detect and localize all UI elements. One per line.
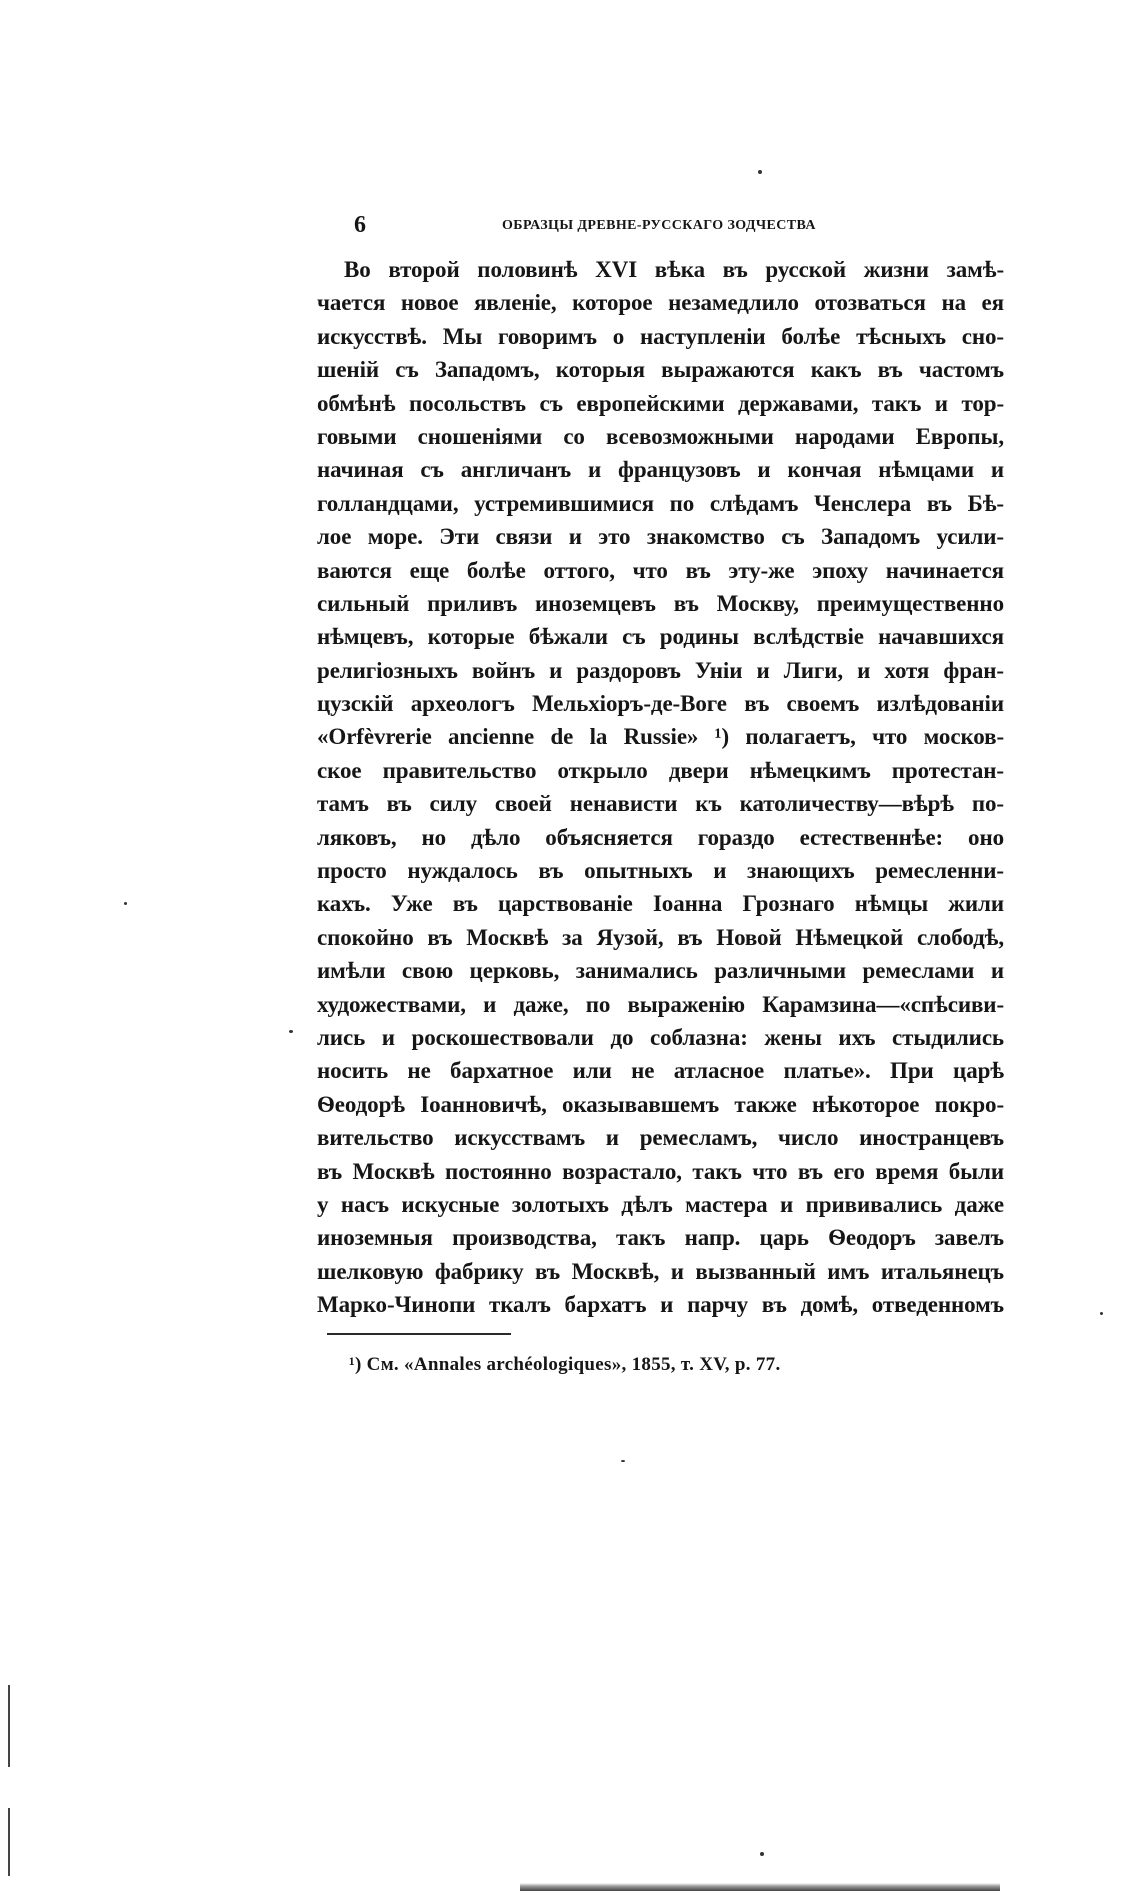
- scan-speck: [1100, 1312, 1103, 1315]
- text-line: искусствѣ. Мы говоримъ о наступленіи болѣе тѣсныхъ сно-: [317, 323, 1004, 349]
- text-line: голландцами, устремившимися по слѣдамъ Ченслера въ Бѣ-: [317, 490, 1004, 516]
- scan-speck: [621, 1460, 625, 1462]
- text-line: сильный приливъ иноземцевъ въ Москву, преимущественно: [317, 590, 1004, 616]
- text-line: лись и роскошествовали до соблазна: жены ихъ стыдились: [317, 1024, 1004, 1050]
- scan-edge-mark: [8, 1685, 10, 1767]
- scan-speck: [289, 1030, 293, 1033]
- text-line: начиная съ англичанъ и французовъ и кончая нѣмцами и: [317, 457, 1004, 483]
- text-line: обмѣнѣ посольствъ съ европейскими державами, такъ и тор-: [317, 390, 1004, 416]
- scan-edge-mark: [8, 1808, 10, 1876]
- text-line: ваются еще болѣе оттого, что въ эту-же эпоху начинается: [317, 557, 1004, 583]
- main-text: [317, 253, 1004, 1322]
- text-line: иноземныя производства, такъ напр. царь Ѳеодоръ завелъ: [317, 1225, 1004, 1251]
- text-line: чается новое явленіе, которое незамедлило отозваться на ея: [317, 290, 1004, 316]
- scan-speck: [758, 170, 762, 174]
- running-head: ОБРАЗЦЫ ДРЕВНЕ-РУССКАГО ЗОДЧЕСТВА: [502, 218, 816, 233]
- text-line: нѣмцевъ, которые бѣжали съ родины вслѣдствіе начавшихся: [317, 624, 1004, 650]
- text-line: просто нуждалось въ опытныхъ и знающихъ ремесленни-: [317, 858, 1004, 884]
- scan-speck: [124, 902, 127, 905]
- text-line: цузскій археологъ Мельхіоръ-де-Воге въ своемъ излѣдованіи: [317, 691, 1004, 717]
- text-line: носить не бархатное или не атласное платье». При царѣ: [317, 1058, 1004, 1084]
- text-line: шелковую фабрику въ Москвѣ, и вызванный имъ итальянецъ: [317, 1258, 1004, 1284]
- text-line: вительство искусствамъ и ремесламъ, число иностранцевъ: [317, 1125, 1004, 1151]
- text-line: Ѳеодорѣ Іоанновичѣ, оказывавшемъ также нѣкоторое покро-: [317, 1091, 1004, 1117]
- footnote-rule: [327, 1333, 511, 1335]
- scan-speck: [760, 1852, 764, 1856]
- text-line: ское правительство открыло двери нѣмецкимъ протестан-: [317, 757, 1004, 783]
- text-line: въ Москвѣ постоянно возрастало, такъ что въ его время были: [317, 1158, 1004, 1184]
- text-line: художествами, и даже, по выраженію Карамзина—«спѣсиви-: [317, 991, 1004, 1017]
- text-line: говыми сношеніями со всевозможными народами Европы,: [317, 423, 1004, 449]
- text-line: Во второй половинѣ XVI вѣка въ русской жизни замѣ-: [344, 257, 1004, 282]
- footnote: ¹) См. «Annales archéologiques», 1855, т. XV, p. 77.: [349, 1354, 781, 1375]
- text-line: религіозныхъ войнъ и раздоровъ Уніи и Лиги, и хотя фран-: [317, 657, 1004, 683]
- page-header: [354, 212, 1044, 242]
- text-line: Марко-Чинопи ткалъ бархатъ и парчу въ домѣ, отведенномъ: [317, 1292, 1004, 1318]
- page-number: 6: [354, 212, 366, 238]
- text-line: спокойно въ Москвѣ за Яузой, въ Новой Нѣмецкой слободѣ,: [317, 924, 1004, 950]
- scan-bottom-edge: [520, 1883, 1000, 1891]
- text-line: тамъ въ силу своей ненависти къ католичеству—вѣрѣ по-: [317, 791, 1004, 817]
- text-line: кахъ. Уже въ царствованіе Іоанна Грознаго нѣмцы жили: [317, 891, 1004, 917]
- text-line: лое море. Эти связи и это знакомство съ Западомъ усили-: [317, 524, 1004, 550]
- text-line: у насъ искусные золотыхъ дѣлъ мастера и прививались даже: [317, 1191, 1004, 1217]
- text-line: шеній съ Западомъ, которыя выражаются какъ въ частомъ: [317, 357, 1004, 383]
- text-line: ляковъ, но дѣло объясняется гораздо естественнѣе: оно: [317, 824, 1004, 850]
- text-line: «Orfèvrerie ancienne de la Russie» ¹) полагаетъ, что москов-: [317, 724, 1004, 750]
- text-line: имѣли свою церковь, занимались различными ремеслами и: [317, 958, 1004, 984]
